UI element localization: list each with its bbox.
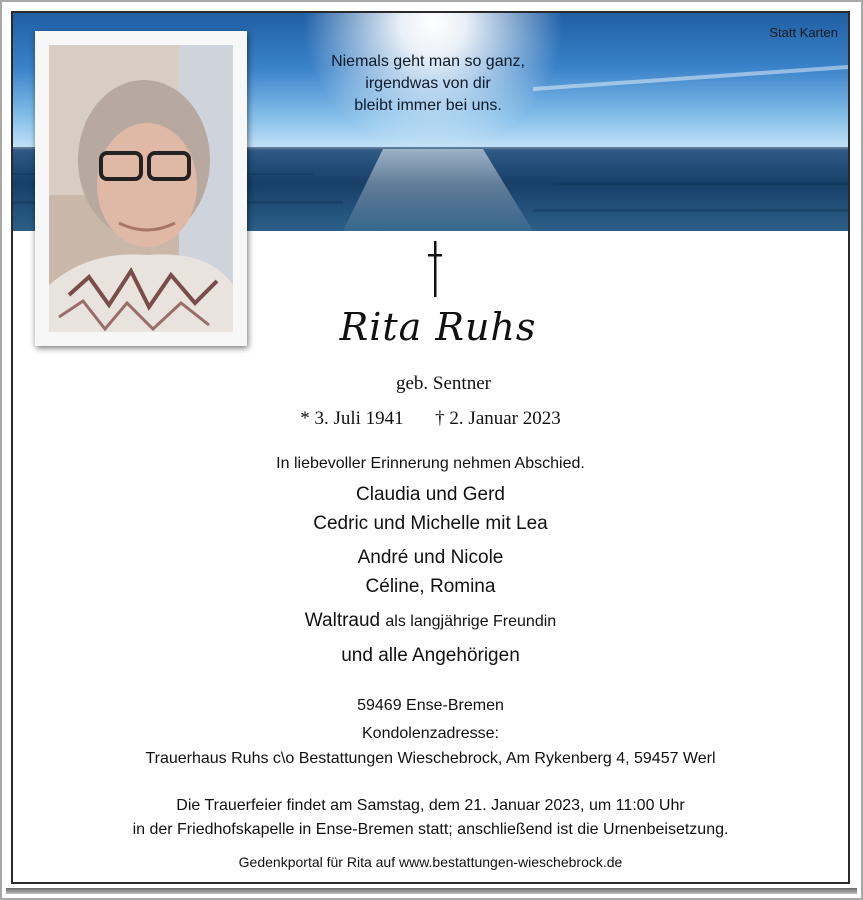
motto-line-1: Niemals geht man so ganz, xyxy=(331,53,525,70)
friend-line xyxy=(13,610,848,632)
ceremony-line-2: in der Friedhofskapelle in Ense-Bremen statt; anschließend ist die Urnenbeisetzung. xyxy=(132,821,729,838)
obituary-card xyxy=(11,11,850,884)
bottom-shadow xyxy=(6,888,857,894)
mourner-line-1: Claudia und Gerd xyxy=(356,484,505,505)
ceremony-line-1: Die Trauerfeier findet am Samstag, dem 21. Januar 2023, um 11:00 Uhr xyxy=(176,797,685,814)
residence: 59469 Ense-Bremen xyxy=(357,697,504,714)
farewell-intro: In liebevoller Erinnerung nehmen Abschied. xyxy=(276,455,585,472)
birth-name: geb. Sentner xyxy=(396,373,491,394)
condolence-label: Kondolenzadresse: xyxy=(362,725,499,742)
mourner-line-4: Céline, Romina xyxy=(365,576,496,597)
deceased-name: Rita Ruhs xyxy=(339,305,537,349)
motto-verse xyxy=(313,51,543,117)
mourner-line-3: André und Nicole xyxy=(357,547,504,568)
life-dates xyxy=(13,408,848,430)
friend-name: Waltraud xyxy=(304,610,381,631)
portrait-photo xyxy=(35,31,247,346)
portrait-image xyxy=(49,45,233,332)
birth-date: * 3. Juli 1941 xyxy=(300,408,404,429)
motto-line-2: irgendwas von dir xyxy=(365,75,491,92)
friend-note: als langjährige Freundin xyxy=(385,613,557,630)
memorial-portal-link[interactable]: Gedenkportal für Rita auf www.bestattungen-wieschebrock.de xyxy=(238,854,623,870)
relatives-line: und alle Angehörigen xyxy=(341,645,520,666)
statt-karten-label: Statt Karten xyxy=(769,25,838,40)
motto-line-3: bleibt immer bei uns. xyxy=(354,97,502,114)
condolence-address: Trauerhaus Ruhs c\o Bestattungen Wieschebrock, Am Rykenberg 4, 59457 Werl xyxy=(145,750,716,767)
death-date: † 2. Januar 2023 xyxy=(435,408,561,429)
cross-icon xyxy=(428,241,442,297)
mourner-line-2: Cedric und Michelle mit Lea xyxy=(313,513,548,534)
